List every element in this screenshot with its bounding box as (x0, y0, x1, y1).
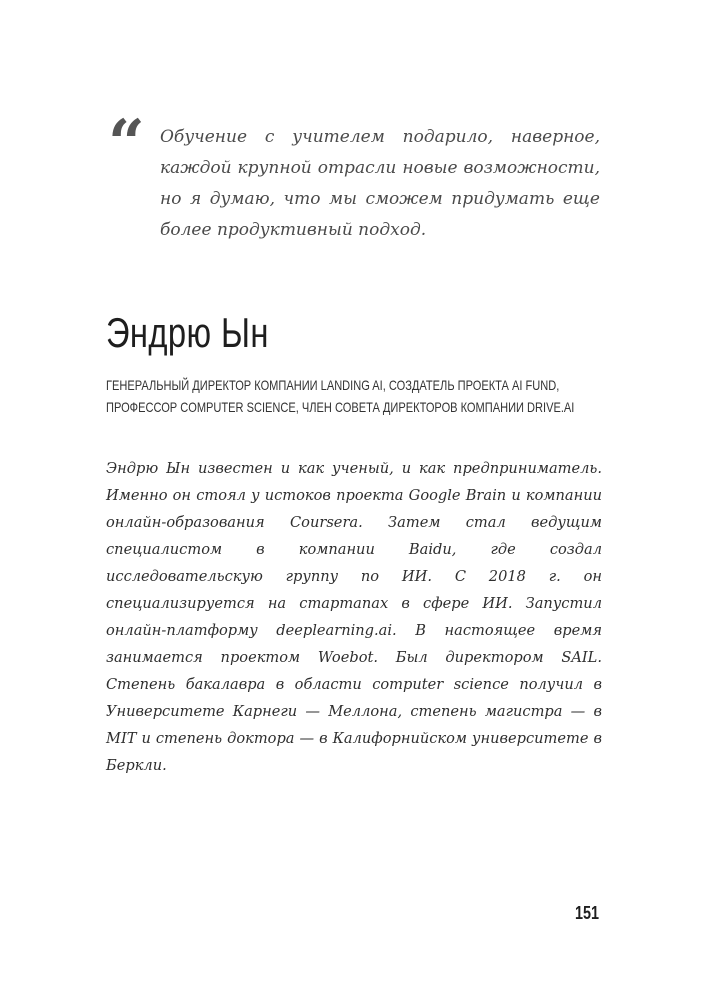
person-bio: Эндрю Ын известен и как ученый, и как предприниматель. Именно он стоял у истоков проекта Google Brain и компании онлайн-образования Coursera. Затем стал ведущим специалистом в компании Baidu, где создал исследовательскую группу по ИИ. С 2018 г. он специализируется на стартапах в сфере ИИ. Запустил онлайн-платформу deeplearning.ai. В настоящее время занимается проектом Woebot. Был директором SAIL. Степень бакалавра в области computer science получил в Университете Карнеги — Меллона, степень магистра — в MIT и степень доктора — в Калифорнийском университете в Беркли. (106, 460, 602, 774)
person-name-heading: Эндрю Ын (106, 309, 269, 356)
page-number: 151 (575, 903, 600, 923)
epigraph-quote: Обучение с учителем подарило, наверное, каждой крупной отрасли новые возможности, но я думаю, что мы сможем придумать еще более продуктивный подход. (160, 127, 600, 240)
person-role: ГЕНЕРАЛЬНЫЙ ДИРЕКТОР КОМПАНИИ LANDING AI, СОЗДАТЕЛЬ ПРОЕКТА AI FUND, ПРОФЕССОР COMPUTER SCIENCE, ЧЛЕН СОВЕТА ДИРЕКТОРОВ КОМПАНИИ DRIVE.AI (106, 377, 575, 415)
quote-mark-icon: “ (108, 106, 139, 181)
